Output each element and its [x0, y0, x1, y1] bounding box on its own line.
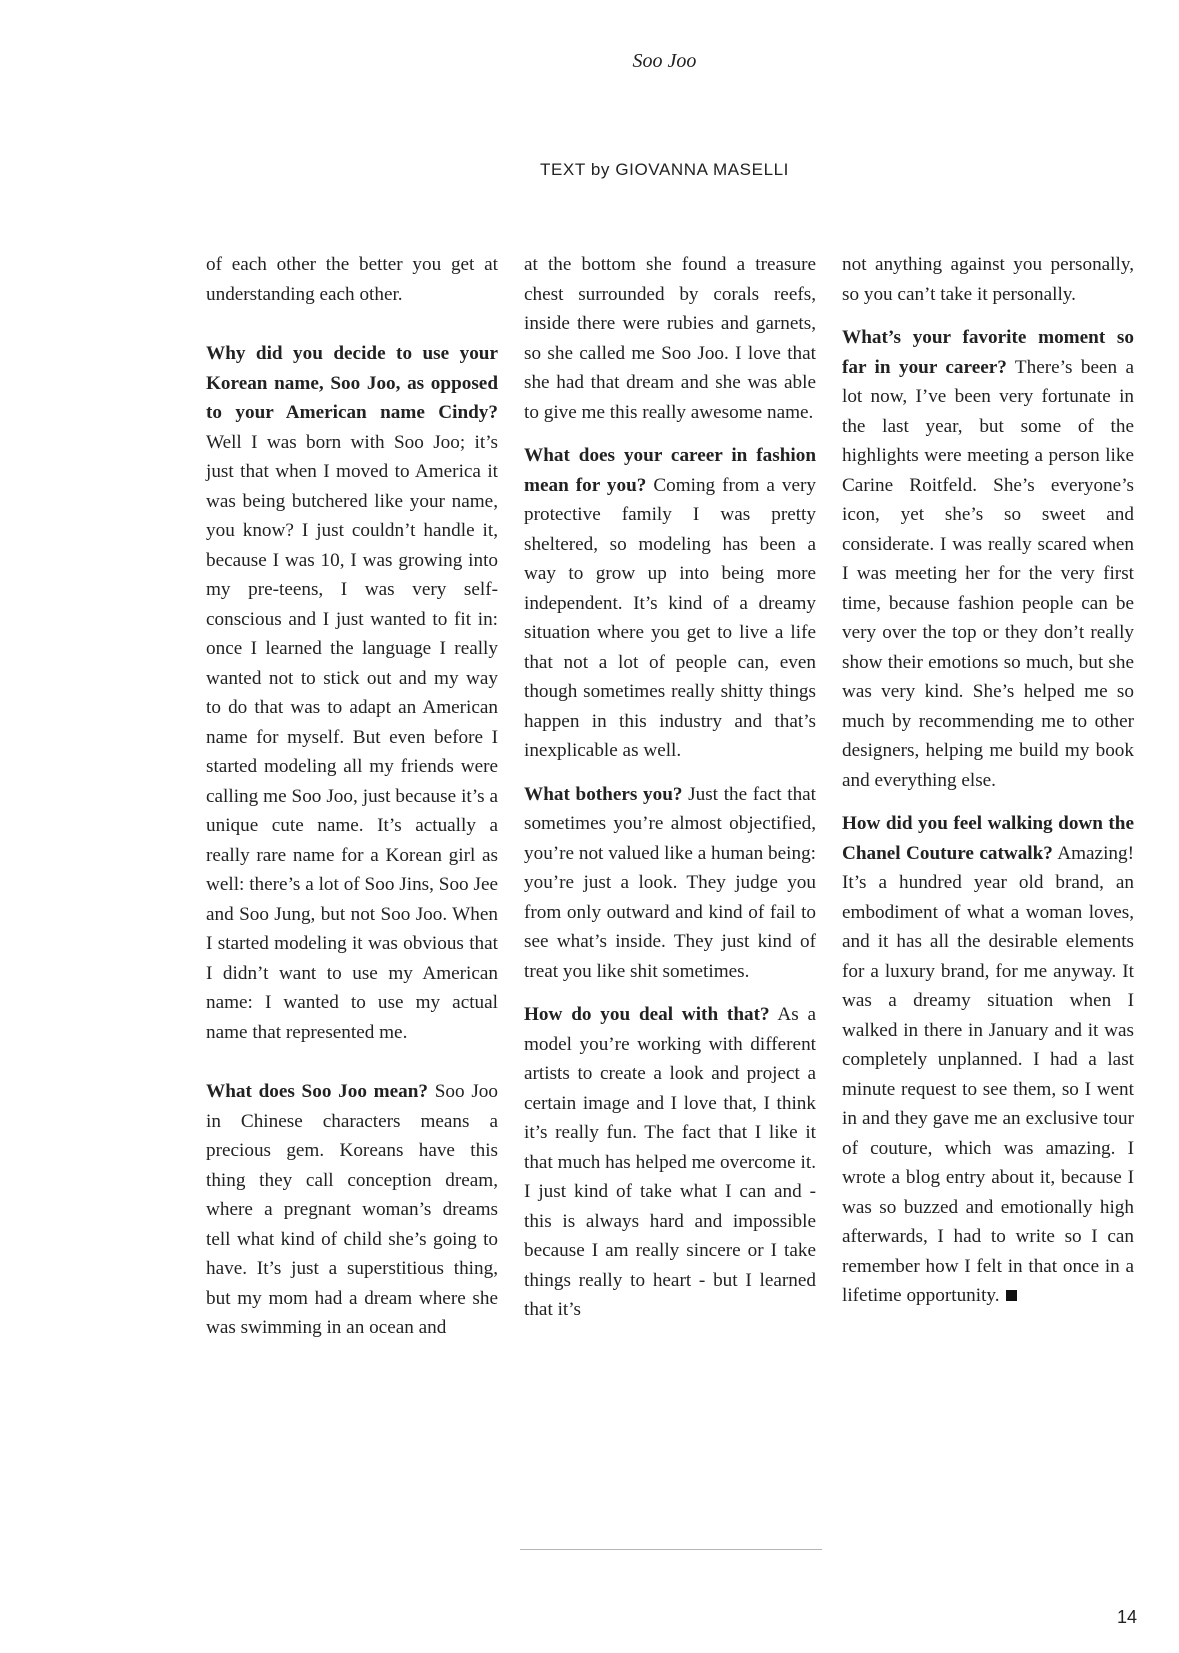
qa-block: [206, 339, 498, 1047]
answer: As a model you’re working with different artists to create a look and project a certain image and I love that, I think it’s really fun. The fact that I like it that much has helped me overcome it. I just kind of take what I can and - this is always hard and impossible because I am really sincere or I take things really to heart - but I learned that it’s: [524, 1004, 816, 1320]
question: What does Soo Joo mean?: [206, 1081, 429, 1102]
question: What’s your favorite moment so far in your career?: [842, 327, 1134, 378]
question: What bothers you?: [524, 783, 683, 805]
answer: There’s been a lot now, I’ve been very fortunate in the last year, but some of the highlights were meeting a person like Carine Roitfeld. She’s everyone’s icon, yet she’s so sweet and considerate. I was really scared when I was meeting her for the very first time, because fashion people can be very over the top or they don’t really show their emotions so much, but she was very kind. She’s helped me so much by recommending me to other designers, helping me build my book and everything else.: [842, 356, 1134, 791]
qa-block: [842, 809, 1134, 1311]
qa-block: [524, 1000, 816, 1325]
paragraph: [206, 250, 498, 309]
end-of-article-mark: [1006, 1290, 1017, 1301]
author-credit: TEXT by GIOVANNA MASELLI: [539, 160, 789, 179]
question: Why did you decide to use your Korean name, Soo Joo, as opposed to your American name Cindy?: [206, 343, 498, 423]
paragraph-text: not anything against you personally, so you can’t take it personally.: [842, 254, 1134, 305]
column-3: [842, 250, 1134, 1357]
paragraph-text: at the bottom she found a treasure chest surrounded by corals reefs, inside there were rubies and garnets, so she called me Soo Joo. I love that she had that dream and she was able to give me this really awesome name.: [524, 254, 816, 423]
qa-block: [206, 1077, 498, 1343]
question: How did you feel walking down the Chanel Couture catwalk?: [842, 813, 1134, 864]
answer: Just the fact that sometimes you’re almost objectified, you’re not valued like a human being: you’re just a look. They judge you from only outward and kind of fail to see what’s inside. They just kind of treat you like shit sometimes.: [524, 783, 817, 982]
paragraph: [524, 250, 816, 427]
answer: Soo Joo in Chinese characters means a precious gem. Koreans have this thing they call conception dream, where a pregnant woman’s dreams tell what kind of child she’s going to have. It’s just a superstitious thing, but my mom had a dream where she was swimming in an ocean and: [206, 1081, 498, 1338]
answer: Well I was born with Soo Joo; it’s just that when I moved to America it was being butchered like your name, you know? I just couldn’t handle it, because I was 10, I was growing into my pre-teens, I was very self-conscious and I just wanted to fit in: once I learned the language I really wanted not to stick out and my way to do that was to adapt an American name for myself. But even before I started modeling all my friends were calling me Soo Joo, just because it’s a unique cute name. It’s actually a really rare name for a Korean girl as well: there’s a lot of Soo Jins, Soo Jee and Soo Jung, but not Soo Joo. When I started modeling it was obvious that I didn’t want to use my American name: I wanted to use my actual name that represented me.: [206, 431, 498, 1043]
page-number: 14: [1116, 1607, 1137, 1627]
question: How do you deal with that?: [524, 1004, 770, 1025]
answer: Amazing! It’s a hundred year old brand, an embodiment of what a woman loves, and it has all the desirable elements for a luxury brand, for me anyway. It was a dreamy situation when I walked in there in January and it was completely unplanned. I had a last minute request to see them, so I went in and they gave me an exclusive tour of couture, which was amazing. I wrote a blog entry about it, because I was so buzzed and emotionally high afterwards, I had to write so I can remember how I felt in that once in a lifetime opportunity.: [842, 842, 1134, 1306]
column-1: [206, 250, 498, 1357]
column-2: [524, 250, 816, 1357]
article-body: [206, 250, 1134, 1357]
qa-block: [842, 323, 1134, 795]
question: What does your career in fashion mean for you?: [524, 445, 816, 496]
paragraph: [842, 250, 1134, 309]
footer-divider: [520, 1549, 822, 1550]
qa-block: [524, 441, 816, 766]
qa-block: [524, 780, 816, 987]
paragraph-text: of each other the better you get at understanding each other.: [206, 254, 498, 305]
running-title: Soo Joo: [632, 50, 697, 72]
answer: Coming from a very protective family I was pretty sheltered, so modeling has been a way to grow up into being more independent. It’s kind of a dreamy situation where you get to live a life that not a lot of people can, even though sometimes really shitty things happen in this industry and that’s inexplicable as well.: [524, 474, 816, 761]
